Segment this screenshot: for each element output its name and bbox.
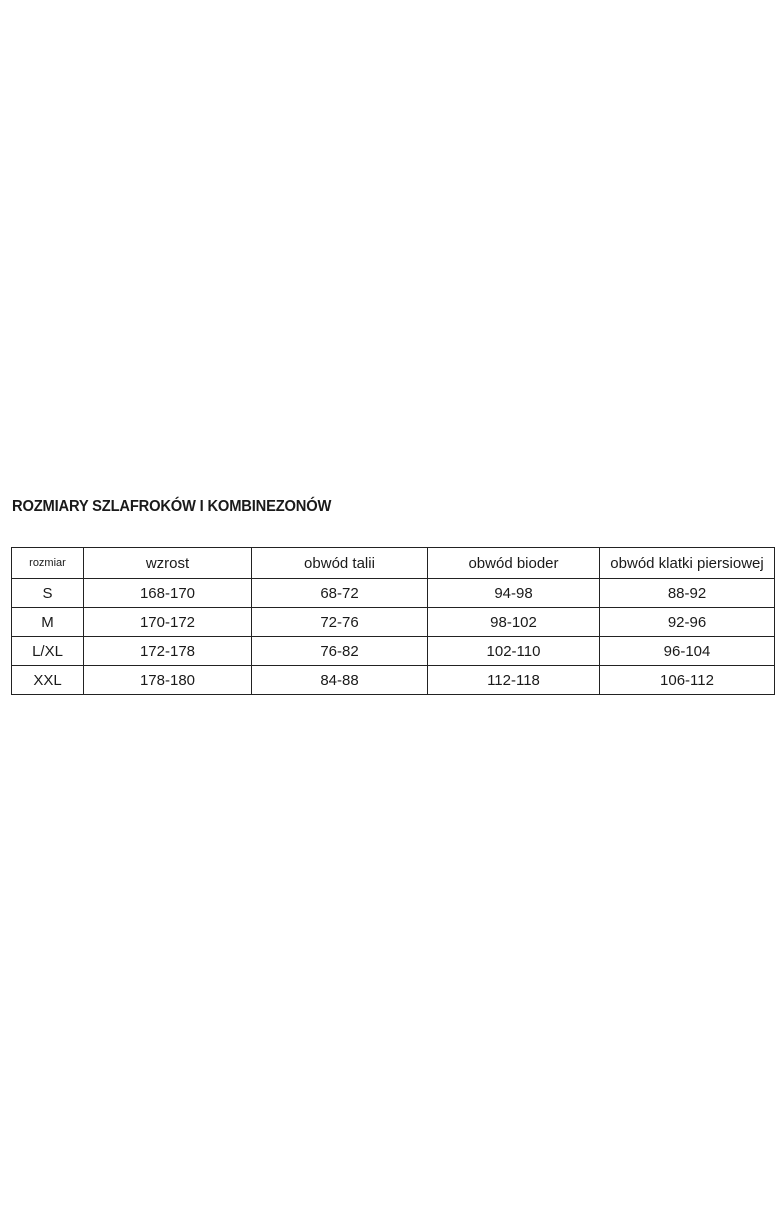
cell-hips: 98-102 [428,608,600,637]
cell-chest: 88-92 [600,579,775,608]
table-header-row [12,548,775,579]
size-chart-table [11,547,775,695]
cell-height: 170-172 [84,608,252,637]
table-row [12,579,775,608]
cell-waist: 76-82 [252,637,428,666]
cell-size: M [12,608,84,637]
cell-size: S [12,579,84,608]
header-size: rozmiar [12,548,84,579]
header-hips: obwód bioder [428,548,600,579]
cell-chest: 106-112 [600,666,775,695]
table-row [12,608,775,637]
cell-size: L/XL [12,637,84,666]
table-row [12,666,775,695]
cell-waist: 72-76 [252,608,428,637]
cell-hips: 112-118 [428,666,600,695]
cell-size: XXL [12,666,84,695]
cell-height: 172-178 [84,637,252,666]
cell-chest: 92-96 [600,608,775,637]
header-height: wzrost [84,548,252,579]
cell-waist: 68-72 [252,579,428,608]
header-waist: obwód talii [252,548,428,579]
cell-waist: 84-88 [252,666,428,695]
cell-height: 178-180 [84,666,252,695]
cell-chest: 96-104 [600,637,775,666]
table-row [12,637,775,666]
cell-hips: 102-110 [428,637,600,666]
page-title: ROZMIARY SZLAFROKÓW I KOMBINEZONÓW [12,498,332,515]
cell-height: 168-170 [84,579,252,608]
cell-hips: 94-98 [428,579,600,608]
header-chest: obwód klatki piersiowej [600,548,775,579]
